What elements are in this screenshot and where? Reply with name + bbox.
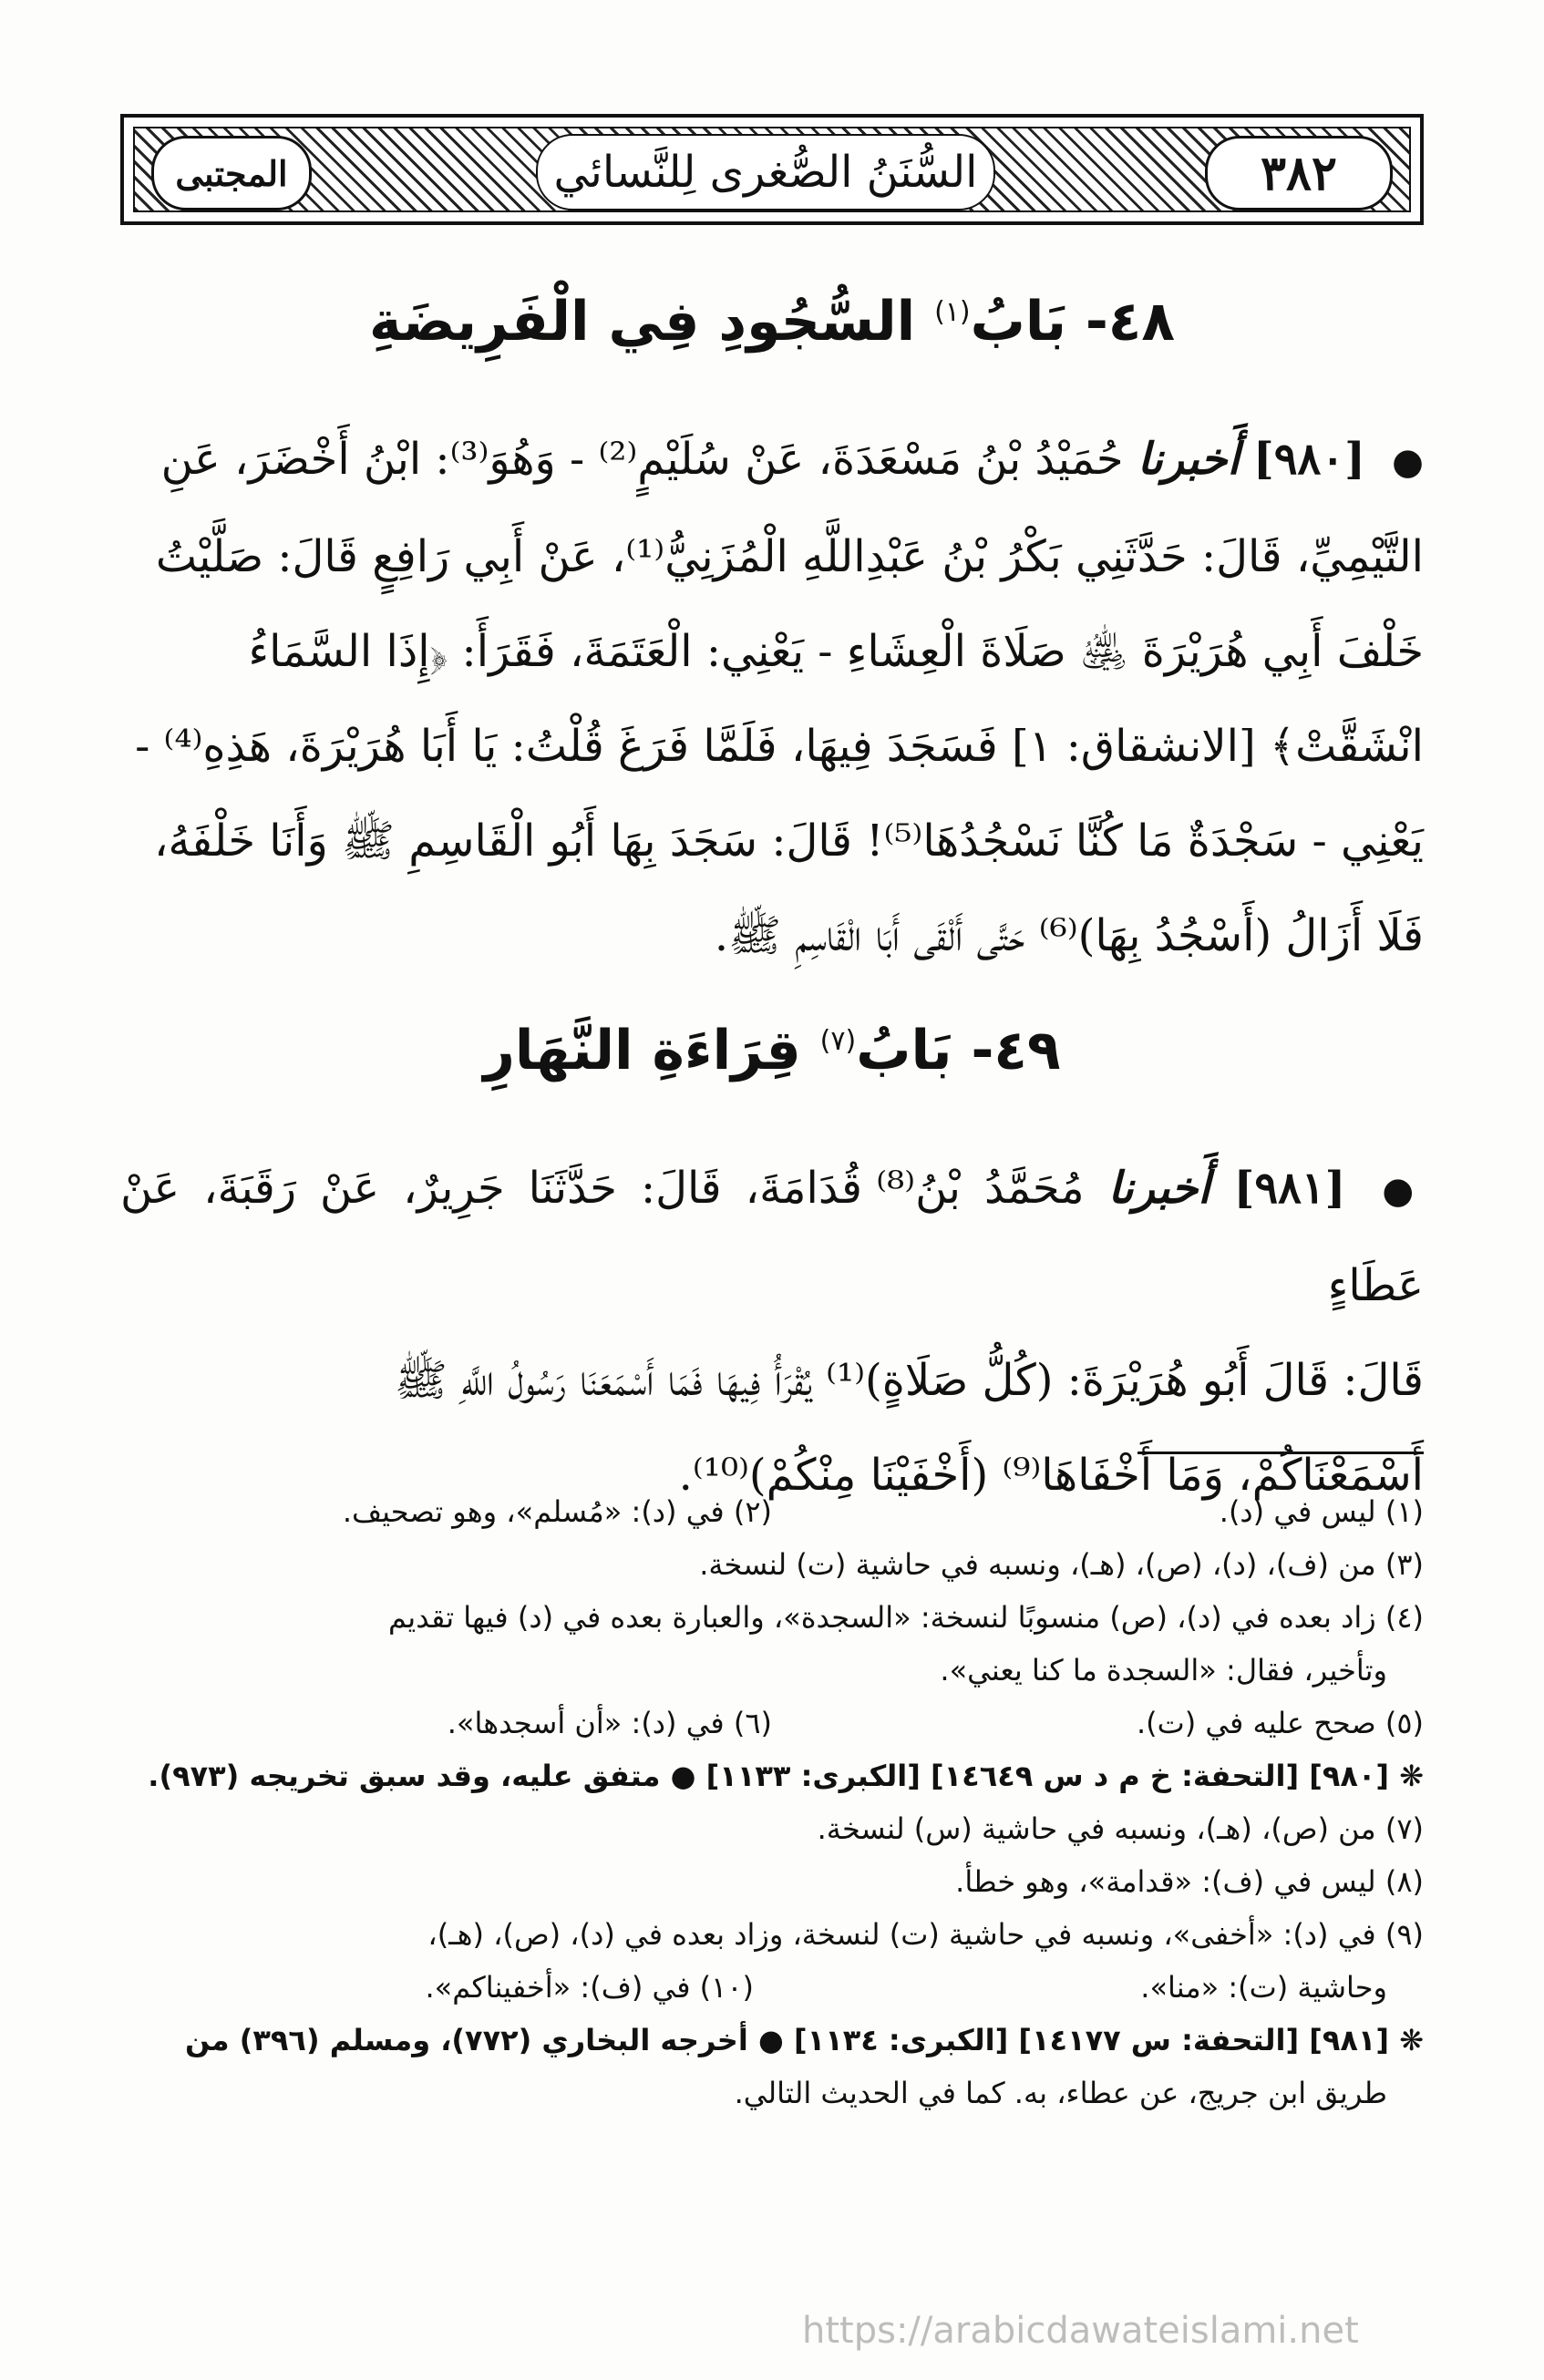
chapter-label: بَابُ — [970, 290, 1066, 354]
footnote-9: (٩) في (د): «أخفى»، ونسبه في حاشية (ت) لنسخة، وزاد بعده في (د)، (ص)، (هـ)، — [427, 1917, 1424, 1952]
hadith-line: خَلْفَ أَبِي هُرَيْرَةَ ﵁ صَلَاةَ الْعِشَاءِ - يَعْنِي: الْعَتَمَةَ، فَقَرَأَ: ﴿إِذَا السَّمَاءُ — [248, 626, 1424, 677]
running-title-box — [536, 134, 995, 210]
page-header — [120, 114, 1424, 225]
hadith-number: [٩٨٠] — [1253, 434, 1365, 485]
page-number-cartouche — [1205, 136, 1393, 210]
hadith-line: انْشَقَّتْ﴾ [الانشقاق: ١] فَسَجَدَ فِيهَا، فَلَمَّا فَرَغَ قُلْتُ: يَا أَبَا هُرَيْرَةَ، هَذِهِ⁽⁴⁾ - — [135, 721, 1424, 772]
footnotes — [120, 1485, 1424, 2119]
footnote-4: (٤) زاد بعده في (د)، (ص) منسوبًا لنسخة: «السجدة»، والعبارة بعده في (د) فيها تقديم — [388, 1600, 1424, 1635]
chapter-title: قِرَاءَةِ النَّهَارِ — [483, 1019, 801, 1082]
book-logo-cartouche — [151, 136, 312, 210]
footnote-row — [120, 1961, 1424, 2014]
takhrij-981: ❋ [٩٨١] [التحفة: س ١٤١٧٧] [الكبرى: ١١٣٤] ● أخرجه البخاري (٧٧٢)، ومسلم (٣٩٦) من — [184, 2023, 1424, 2057]
hadith-text: مُحَمَّدُ بْنُ⁽⁸⁾ قُدَامَةَ، قَالَ: حَدَّثَنَا جَرِيرٌ، عَنْ رَقَبَةَ، عَنْ عَطَاءٍ — [120, 1163, 1424, 1311]
chapter-label: بَابُ — [856, 1019, 952, 1082]
footnote-2: (٢) في (د): «مُسلم»، وهو تصحيف. — [342, 1494, 772, 1529]
hadith-opening: أَخبرنا — [1137, 434, 1240, 485]
footnote-8: (٨) ليس في (ف): «قدامة»، وهو خطأ. — [955, 1864, 1424, 1899]
chapter-note-ref: (٧) — [819, 1025, 857, 1057]
watermark-url: https://arabicdawateislami.net — [802, 2310, 1359, 2352]
footnote-10: (١٠) في (ف): «أخفيناكم». — [425, 1970, 754, 2005]
hadith-opening: أَخبرنا — [1107, 1163, 1210, 1214]
chapter-number: ٤٨- — [1085, 290, 1176, 354]
footnote-4-cont: وتأخير، فقال: «السجدة ما كنا يعني». — [940, 1653, 1387, 1688]
takhrij-980: ❋ [٩٨٠] [التحفة: خ م د س ١٤٦٤٩] [الكبرى: ١١٣٣] ● متفق عليه، وقد سبق تخريجه (٩٧٣). — [148, 1759, 1424, 1793]
hadith-line — [120, 412, 1424, 509]
hadith-line: يَعْنِي - سَجْدَةٌ مَا كُنَّا نَسْجُدُهَا⁽⁵⁾! قَالَ: سَجَدَ بِهَا أَبُو الْقَاسِمِ ﷺ وَأَنَا خَلْفَهُ، — [153, 816, 1424, 867]
hadith-line: فَلَا أَزَالُ (أَسْجُدُ بِهَا)⁽⁶⁾ حَتَّى أَلْقَى أَبَا الْقَاسِمِ ﷺ. — [714, 910, 1424, 961]
page-number: ٣٨٢ — [1261, 145, 1337, 201]
hadith-text: حُمَيْدُ بْنُ مَسْعَدَةَ، عَنْ سُلَيْمٍ⁽²⁾ - وَهُوَ⁽³⁾: ابْنُ أَخْضَرَ، عَنِ — [160, 434, 1124, 485]
hadith-980 — [120, 412, 1424, 983]
chapter-number: ٤٩- — [971, 1019, 1061, 1082]
hadith-line: قَالَ: قَالَ أَبُو هُرَيْرَةَ: (كُلُّ صَلَاةٍ)⁽¹⁾ يُقْرَأُ فِيهَا فَمَا أَسْمَعَنَا رَسُولُ اللَّهِ ﷺ — [394, 1355, 1424, 1406]
footnote-row — [120, 1485, 1424, 1538]
chapter-note-ref: (١) — [934, 296, 971, 328]
footnote-row — [120, 1697, 1424, 1749]
hadith-line — [120, 1141, 1424, 1333]
hadith-line: أَسْمَعْنَاكُمْ، وَمَا أَخْفَاهَا⁽⁹⁾ (أَخْفَيْنَا مِنْكُمْ)⁽¹⁰⁾. — [678, 1450, 1424, 1501]
chapter-title: السُّجُودِ فِي الْفَرِيضَةِ — [368, 290, 916, 354]
footnote-separator — [1137, 1452, 1424, 1454]
footnote-5: (٥) صحح عليه في (ت). — [1136, 1706, 1424, 1740]
footnote-7: (٧) من (ص)، (هـ)، ونسبه في حاشية (س) لنسخة. — [817, 1811, 1424, 1846]
hadith-981 — [120, 1141, 1424, 1523]
bullet-icon: ● — [1382, 1170, 1425, 1212]
takhrij-981-cont: طريق ابن جريج، عن عطاء، به. كما في الحديث التالي. — [734, 2076, 1387, 2110]
chapter-heading-48 — [120, 290, 1424, 354]
footnote-1: (١) ليس في (د). — [1219, 1494, 1424, 1529]
running-title: السُّنَنُ الصُّغرى لِلنَّسائي — [553, 147, 978, 198]
book-logo: المجتبى — [175, 152, 288, 194]
header-ornament — [133, 127, 1411, 212]
footnote-3: (٣) من (ف)، (د)، (ص)، (هـ)، ونسبه في حاشية (ت) لنسخة. — [699, 1547, 1424, 1582]
chapter-heading-49 — [120, 1019, 1424, 1082]
footnote-9-cont: وحاشية (ت): «منا». — [1140, 1970, 1387, 2005]
hadith-number: [٩٨١] — [1233, 1163, 1346, 1214]
hadith-line: التَّيْمِيِّ، قَالَ: حَدَّثَنِي بَكْرُ بْنُ عَبْدِاللَّهِ الْمُزَنِيُّ⁽¹⁾، عَنْ أَبِي رَافِعٍ قَالَ: صَلَّيْتُ — [155, 531, 1424, 582]
bullet-icon: ● — [1392, 441, 1424, 483]
footnote-6: (٦) في (د): «أن أسجدها». — [447, 1706, 772, 1740]
